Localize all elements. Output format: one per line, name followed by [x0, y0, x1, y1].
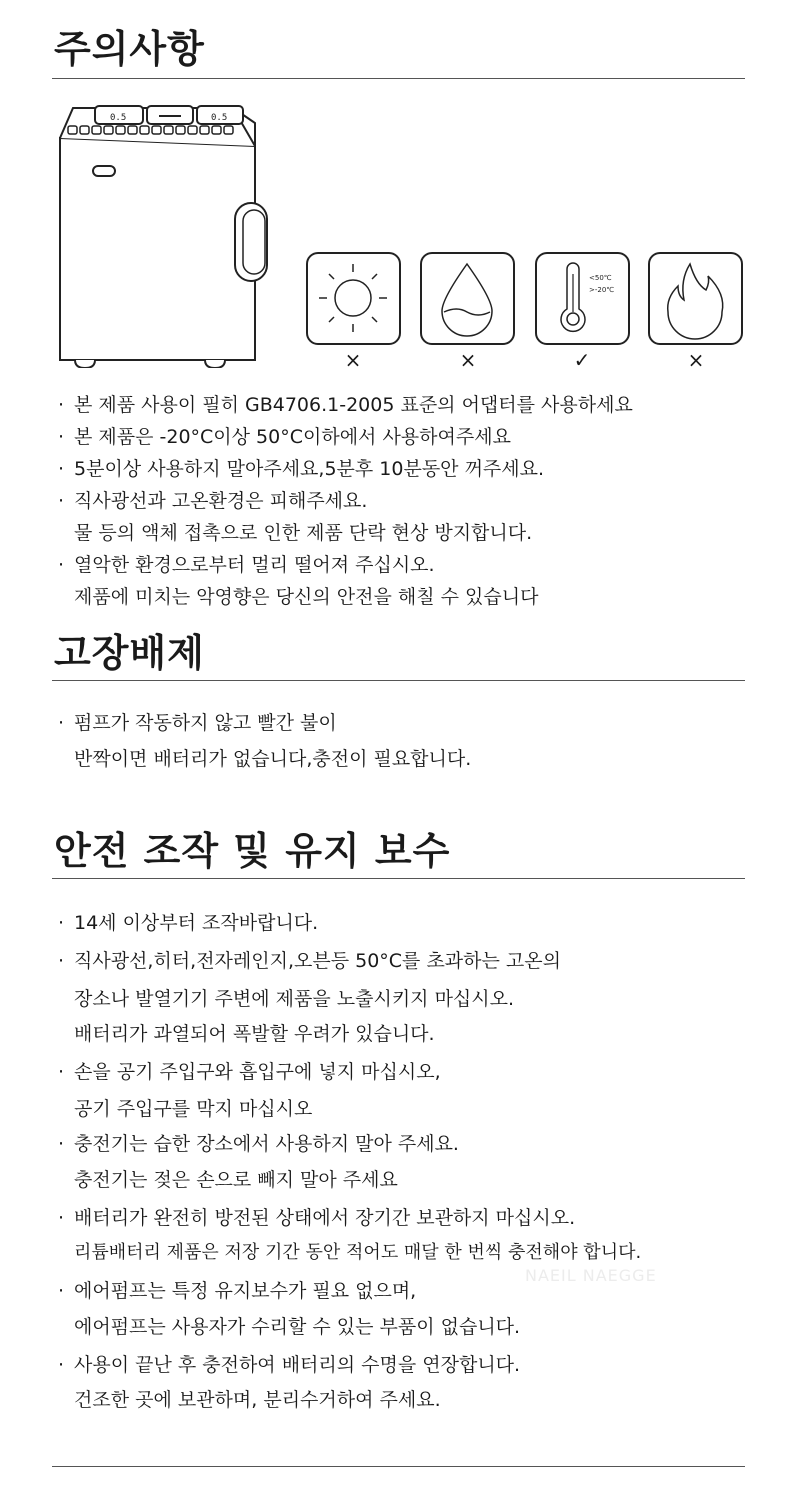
- air-pump-illustration: [55, 98, 275, 368]
- safety-heading: 안전 조작 및 유지 보수: [54, 829, 451, 873]
- safety-line: 리튬배터리 제품은 저장 기간 동안 적어도 매달 한 번씩 충전해야 합니다.: [74, 1242, 642, 1263]
- caution-line: · 열악한 환경으로부터 멀리 떨어져 주십시오.: [58, 554, 435, 576]
- water-drop-icon: [420, 252, 515, 345]
- safety-line: · 손을 공기 주입구와 흡입구에 넣지 마십시오,: [58, 1061, 441, 1083]
- caution-line: 제품에 미치는 악영향은 당신의 안전을 해칠 수 있습니다: [74, 586, 539, 608]
- safety-line: 장소나 발열기기 주변에 제품을 노출시키지 마십시오.: [74, 988, 515, 1010]
- safety-line: · 배터리가 완전히 방전된 상태에서 장기간 보관하지 마십시오.: [58, 1207, 576, 1229]
- safety-divider: [52, 878, 745, 879]
- caution-divider: [52, 78, 745, 79]
- safety-line: 충전기는 젖은 손으로 빼지 말아 주세요: [74, 1169, 398, 1191]
- troubleshoot-line: 반짝이면 배터리가 없습니다,충전이 필요합니다.: [74, 748, 472, 770]
- safety-line: 에어펌프는 사용자가 수리할 수 있는 부품이 없습니다.: [74, 1316, 521, 1338]
- thermometer-icon: [535, 252, 630, 345]
- sun-icon: [306, 252, 401, 345]
- caution-line: · 본 제품 사용이 필히 GB4706.1-2005 표준의 어댑터를 사용하세요: [58, 394, 633, 416]
- fire-prohibited-mark: ×: [687, 348, 705, 372]
- watermark-text: NAEIL NAEGGE: [525, 1266, 657, 1285]
- safety-line: · 사용이 끝난 후 충전하여 배터리의 수명을 연장합니다.: [58, 1354, 521, 1376]
- svg-text:0.5: 0.5: [110, 113, 127, 123]
- caution-heading: 주의사항: [54, 27, 205, 71]
- svg-text:0.5: 0.5: [211, 113, 228, 123]
- thermo-max-label: <50℃: [589, 274, 612, 282]
- caution-line: · 5분이상 사용하지 말아주세요,5분후 10분동안 꺼주세요.: [58, 458, 545, 480]
- caution-line: · 본 제품은 -20°C이상 50°C이하에서 사용하여주세요: [58, 426, 511, 448]
- caution-line: 물 등의 액체 접촉으로 인한 제품 단락 현상 방지합니다.: [74, 522, 533, 544]
- safety-line: 건조한 곳에 보관하며, 분리수거하여 주세요.: [74, 1389, 441, 1411]
- safety-line: · 직사광선,히터,전자레인지,오븐등 50°C를 초과하는 고온의: [58, 950, 561, 972]
- troubleshoot-divider: [52, 680, 745, 681]
- safety-line: 공기 주입구를 막지 마십시오: [74, 1098, 313, 1120]
- troubleshoot-line: · 펌프가 작동하지 않고 빨간 불이: [58, 712, 337, 734]
- safety-line: 배터리가 과열되어 폭발할 우려가 있습니다.: [74, 1023, 435, 1045]
- temperature-allowed-mark: ✓: [573, 348, 591, 372]
- caution-line: · 직사광선과 고온환경은 피해주세요.: [58, 490, 368, 512]
- sun-prohibited-mark: ×: [344, 348, 362, 372]
- thermo-min-label: >-20℃: [589, 286, 615, 294]
- bottom-divider: [52, 1466, 745, 1467]
- water-prohibited-mark: ×: [459, 348, 477, 372]
- safety-line: · 14세 이상부터 조작바랍니다.: [58, 912, 319, 934]
- safety-line: · 에어펌프는 특정 유지보수가 필요 없으며,: [58, 1280, 417, 1302]
- fire-icon: [648, 252, 743, 345]
- safety-line: · 충전기는 습한 장소에서 사용하지 말아 주세요.: [58, 1133, 459, 1155]
- troubleshoot-heading: 고장배제: [54, 631, 205, 675]
